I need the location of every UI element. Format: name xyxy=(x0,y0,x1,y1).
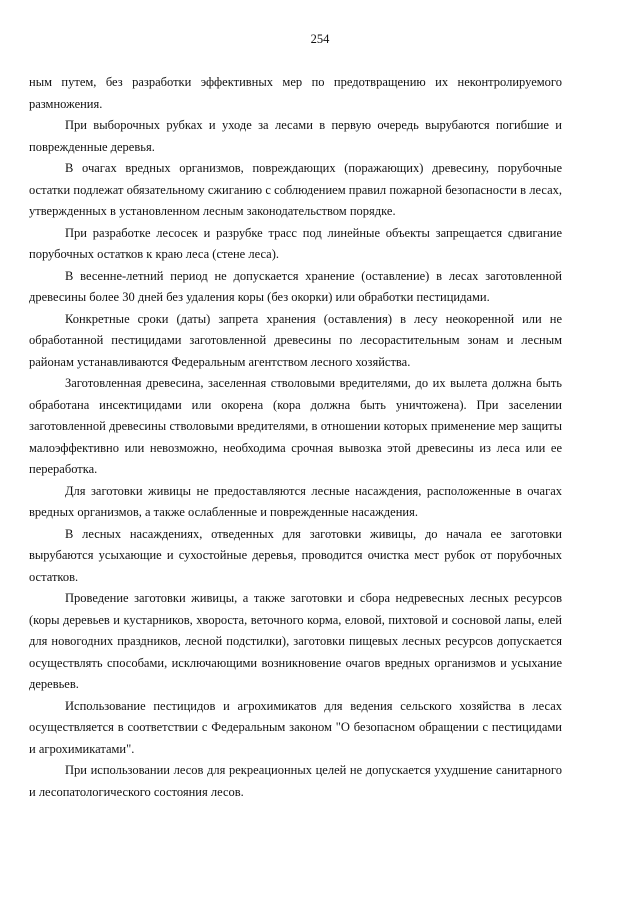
paragraph-continuation: ным путем, без разработки эффективных мер по предотвращению их неконтролируемого размножения. xyxy=(29,75,562,111)
paragraph: В весенне-летний период не допускается хранение (оставление) в лесах заготовленной древесины более 30 дней без удаления коры (без окорки) или обработки пестицидами. xyxy=(29,268,562,304)
paragraph: В очагах вредных организмов, повреждающих (поражающих) древесину, порубочные остатки подлежат обязательному сжиганию с соблюдением правил пожарной безопасности в лесах, утвержденных в установленном лесным законодательством порядке. xyxy=(29,161,562,218)
paragraph: Заготовленная древесина, заселенная стволовыми вредителями, до их вылета должна быть обработана инсектицидами или окорена (кора должна быть уничтожена). При заселении заготовленной древесины стволовыми вредителями, в отношении которых применение мер защиты малоэффективно или невозможно, необходима срочная вывозка этой древесины из леса или ее переработка. xyxy=(29,376,562,476)
paragraph: При использовании лесов для рекреационных целей не допускается ухудшение санитарного и лесопатологического состояния лесов. xyxy=(29,763,562,799)
body-text xyxy=(29,72,562,803)
paragraph: При разработке лесосек и разрубке трасс под линейные объекты запрещается сдвигание порубочных остатков к краю леса (стене леса). xyxy=(29,225,562,261)
paragraph: В лесных насаждениях, отведенных для заготовки живицы, до начала ее заготовки вырубаются усыхающие и сухостойные деревья, проводится очистка мест рубок от порубочных остатков. xyxy=(29,526,562,584)
paragraph: Для заготовки живицы не предоставляются лесные насаждения, расположенные в очагах вредных организмов, а также ослабленные и поврежденные насаждения. xyxy=(29,483,562,519)
paragraph: Конкретные сроки (даты) запрета хранения (оставления) в лесу неокоренной или не обработанной пестицидами заготовленной древесины по лесорастительным зонам и лесным районам устанавливаются Федеральным агентством лесного хозяйства. xyxy=(29,311,562,369)
paragraph: Использование пестицидов и агрохимикатов для ведения сельского хозяйства в лесах осуществляется в соответствии с Федеральным законом "О безопасном обращении с пестицидами и агрохимикатами". xyxy=(29,698,562,756)
paragraph: При выборочных рубках и уходе за лесами в первую очередь вырубаются погибшие и поврежденные деревья. xyxy=(29,118,562,154)
paragraph: Проведение заготовки живицы, а также заготовки и сбора недревесных лесных ресурсов (коры деревьев и кустарников, хвороста, веточного корма, еловой, пихтовой и сосновой лапы, елей для новогодних праздников, лесной подстилки), заготовки пищевых лесных ресурсов допускается осуществлять способами, исключающими возникновение очагов вредных организмов и усыхание деревьев. xyxy=(29,591,562,691)
page-number: 254 xyxy=(310,32,330,46)
